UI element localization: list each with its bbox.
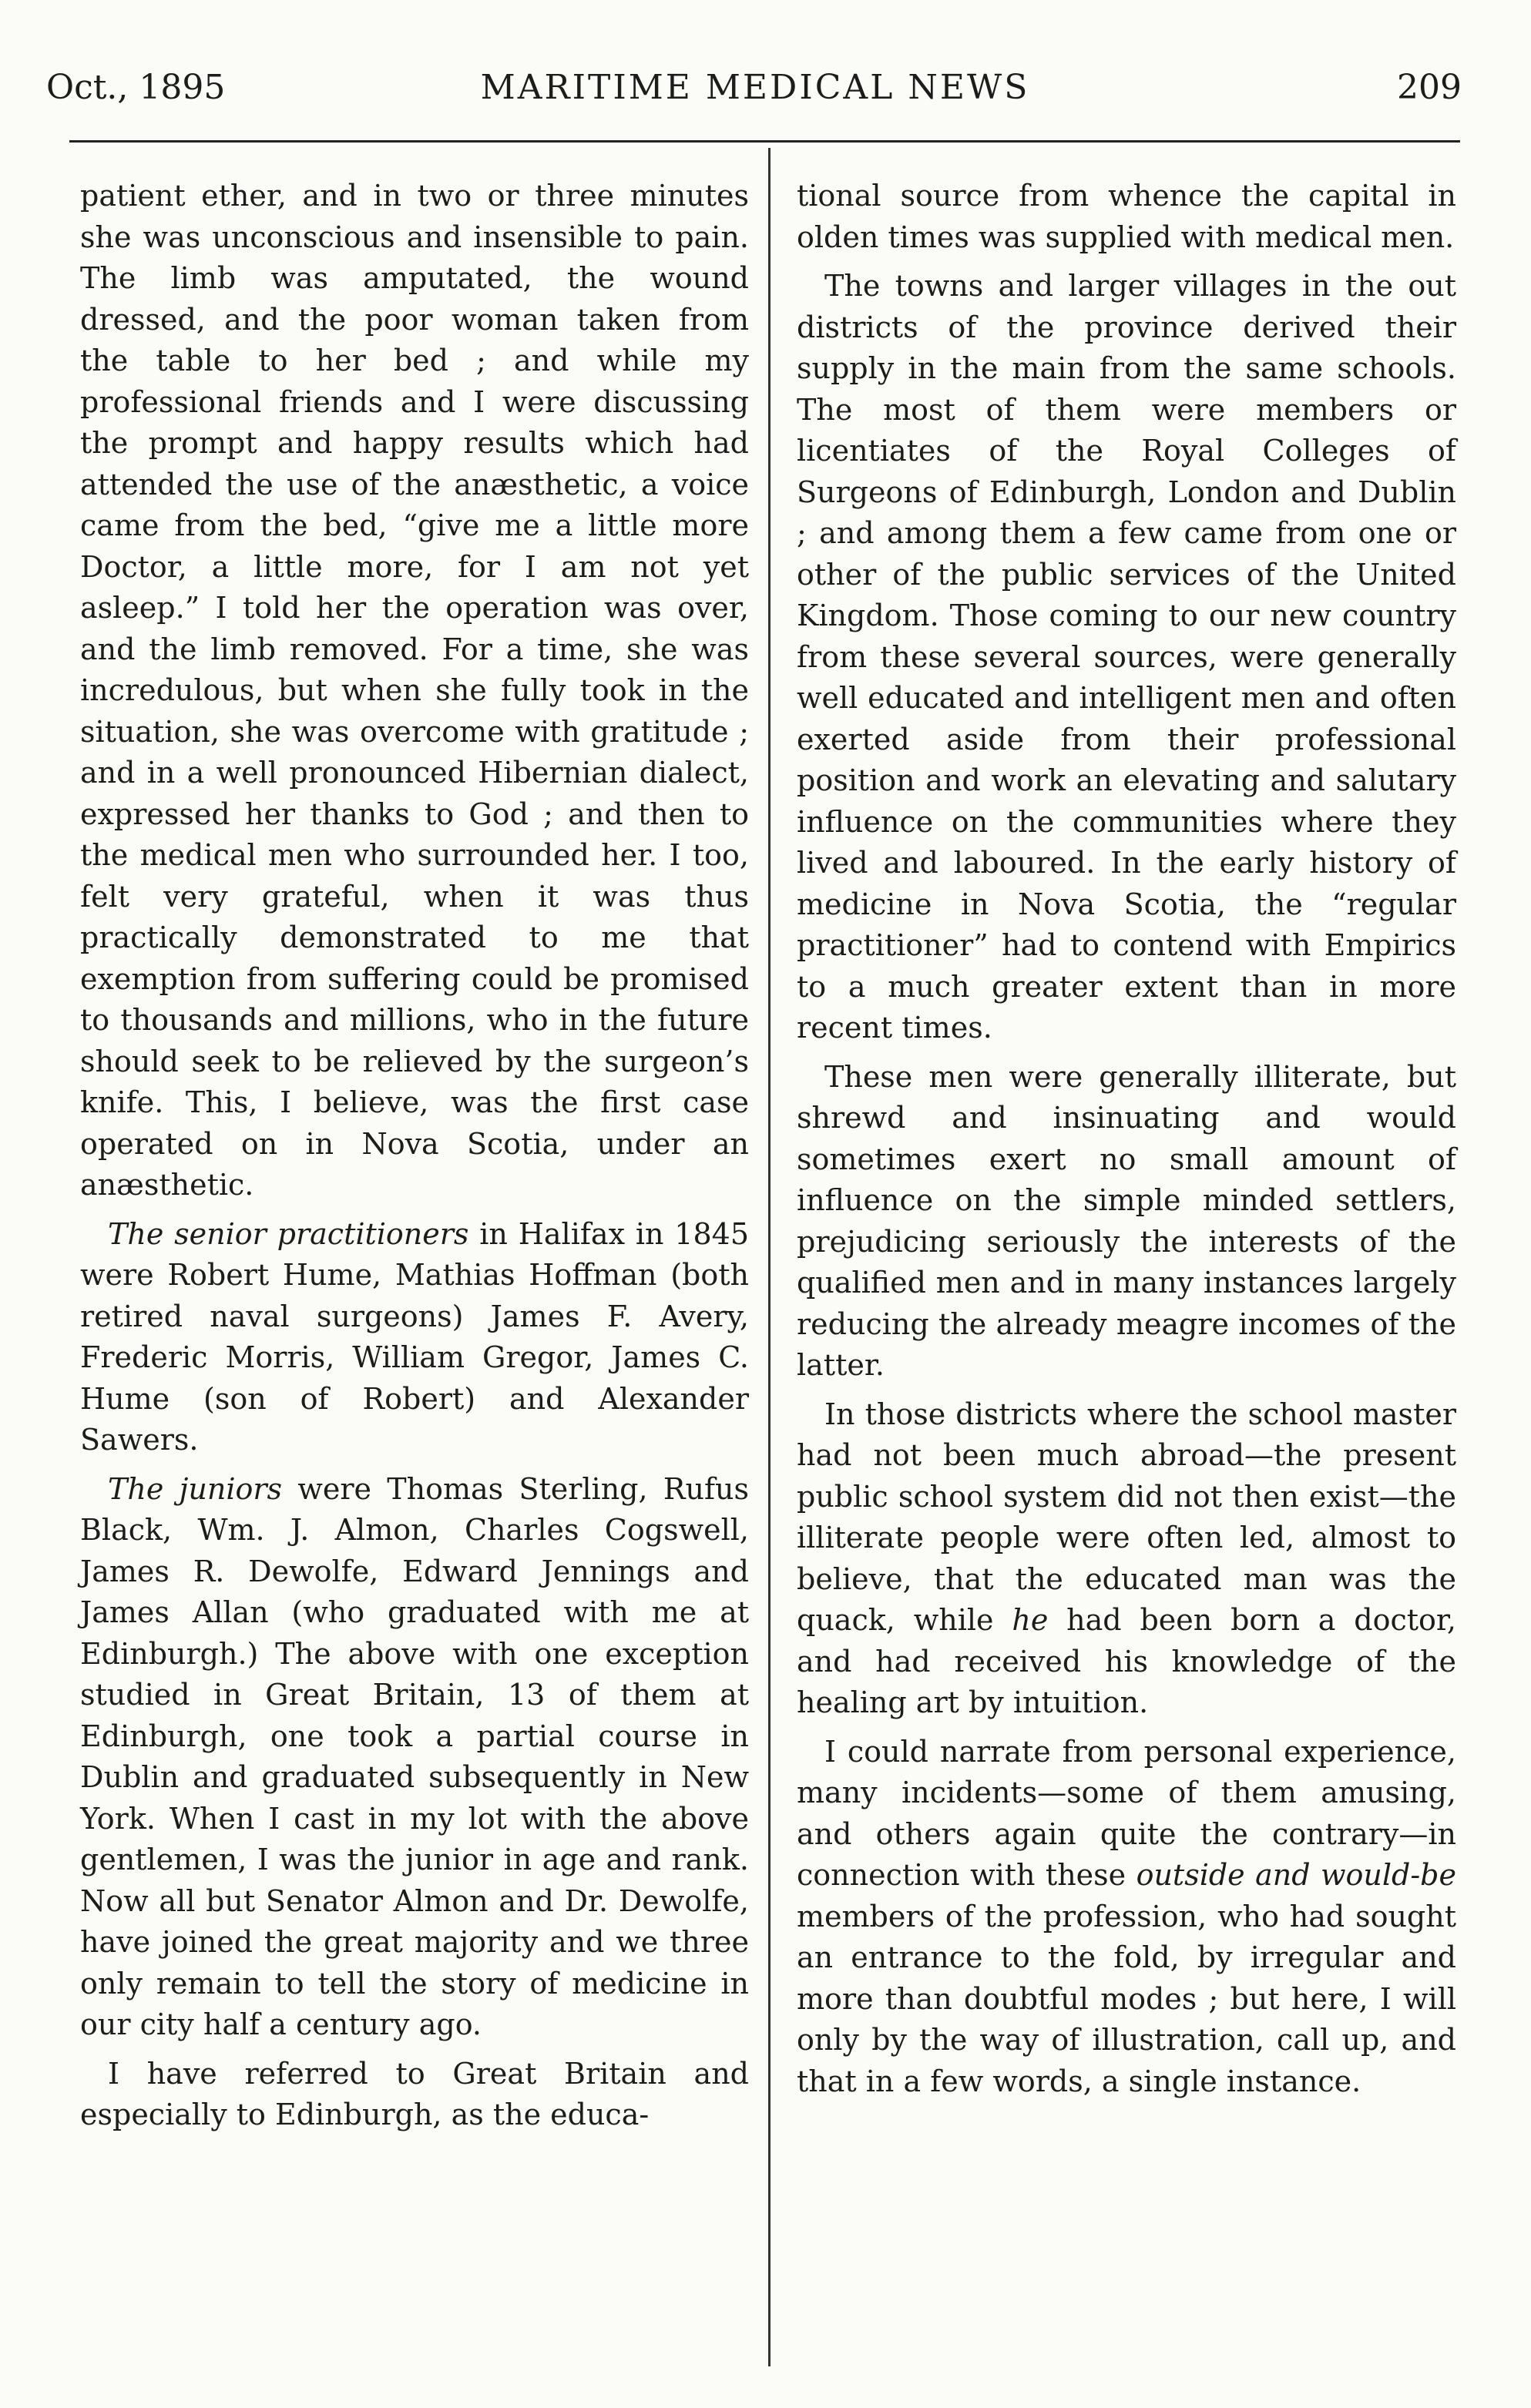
paragraph-text: in Halifax in 1845 were Robert Hume, Mathias Hoffman (both retired naval surgeons) James F. Avery, Frederic Morris, William Gregor, James C. Hume (son of Robert) and Alexander Sawers.	[80, 1216, 750, 1457]
paragraph: The towns and larger villages in the out districts of the province derived their supply in the main from the same schools. The most of them were members or licentiates of the Royal Colleges of Surgeons of Edinburgh, London and Dublin ; and among them a few came from one or other of the public services of the United Kingdom. Those coming to our new country from these several sources, were generally well educated and intelligent men and often exerted aside from their professional position and work an elevating and salutary influence on the communities where they lived and laboured. In the early history of medicine in Nova Scotia, the “regular practitioner” had to contend with Empirics to a much greater extent than in more recent times.	[797, 269, 1456, 1045]
paragraph-text: were Thomas Sterling, Rufus Black, Wm. J. Almon, Charles Cogswell, James R. Dewolfe, Edward Jennings and James Allan (who graduated with me at Edinburgh.) The above with one exception studied in Great Britain, 13 of them at Edinburgh, one took a partial course in Dublin and graduated subsequently in New York. When I cast in my lot with the above gentlemen, I was the junior in age and rank. Now all but Senator Almon and Dr. Dewolfe, have joined the great majority and we three only remain to tell the story of medicine in our city half a century ago.	[80, 1471, 749, 2041]
paragraph-text: had been born a doctor, and had received his knowledge of the healing art by intuition.	[797, 1603, 1456, 1719]
right-column	[797, 176, 1456, 2110]
paragraph	[797, 1394, 1456, 1724]
left-column	[80, 176, 749, 2144]
column-divider	[768, 148, 771, 2366]
paragraph-text: members of the profession, who had sought an entrance to the fold, by irregular and more than doubtful modes ; but here, I will only by the way of illustration, call up, and that in a few words, a single instance.	[797, 1899, 1456, 2098]
italic-word: he	[1012, 1603, 1049, 1637]
issue-date: Oct., 1895	[46, 68, 226, 107]
italic-phrase: outside and would-be	[1136, 1858, 1456, 1892]
paragraph	[80, 1469, 749, 2046]
paragraph: tional source from whence the capital in olden times was supplied with medical men.	[797, 179, 1456, 254]
italic-phrase: The juniors	[108, 1471, 283, 1506]
paragraph	[80, 1214, 749, 1461]
paragraph: These men were generally illiterate, but shrewd and insinuating and would sometimes exert no small amount of influence on the simple minded settlers, prejudicing seriously the interests of the qualified men and in many instances largely reducing the already meagre incomes of the latter.	[797, 1059, 1456, 1382]
page-number: 209	[1397, 68, 1462, 107]
header-rule	[69, 140, 1460, 143]
paragraph: patient ether, and in two or three minutes she was unconscious and insensible to pain. The limb was amputated, the wound dressed, and the poor woman taken from the table to her bed ; and while my professional friends and I were discussing the prompt and happy results which had attended the use of the anæsthetic, a voice came from the bed, “give me a little more Doctor, a little more, for I am not yet asleep.” I told her the operation was over, and the limb removed. For a time, she was incredulous, but when she fully took in the situation, she was overcome with gratitude ; and in a well pronounced Hibernian dialect, expressed her thanks to God ; and then to the medical men who surrounded her. I too, felt very grateful, when it was thus practically demonstrated to me that exemption from suffering could be promised to thousands and millions, who in the future should seek to be relieved by the surgeon’s knife. This, I believe, was the first case operated on in Nova Scotia, under an anæsthetic.	[80, 179, 749, 1202]
journal-title: MARITIME MEDICAL NEWS	[480, 68, 1030, 107]
paragraph: I have referred to Great Britain and especially to Edinburgh, as the educa-	[80, 2056, 749, 2131]
paragraph	[797, 1732, 1456, 2103]
italic-phrase: The senior practitioners	[108, 1216, 469, 1251]
paragraph-text: In those districts where the school master had not been much abroad—the present public school system did not then exist—the illiterate people were often led, almost to believe, that the educated man was the quack, while	[797, 1397, 1456, 1637]
page-header	[0, 0, 1531, 139]
paragraph-text: I could narrate from personal experience, many incidents—some of them amusing, and others again quite the contrary—in connection with these	[797, 1734, 1456, 1892]
